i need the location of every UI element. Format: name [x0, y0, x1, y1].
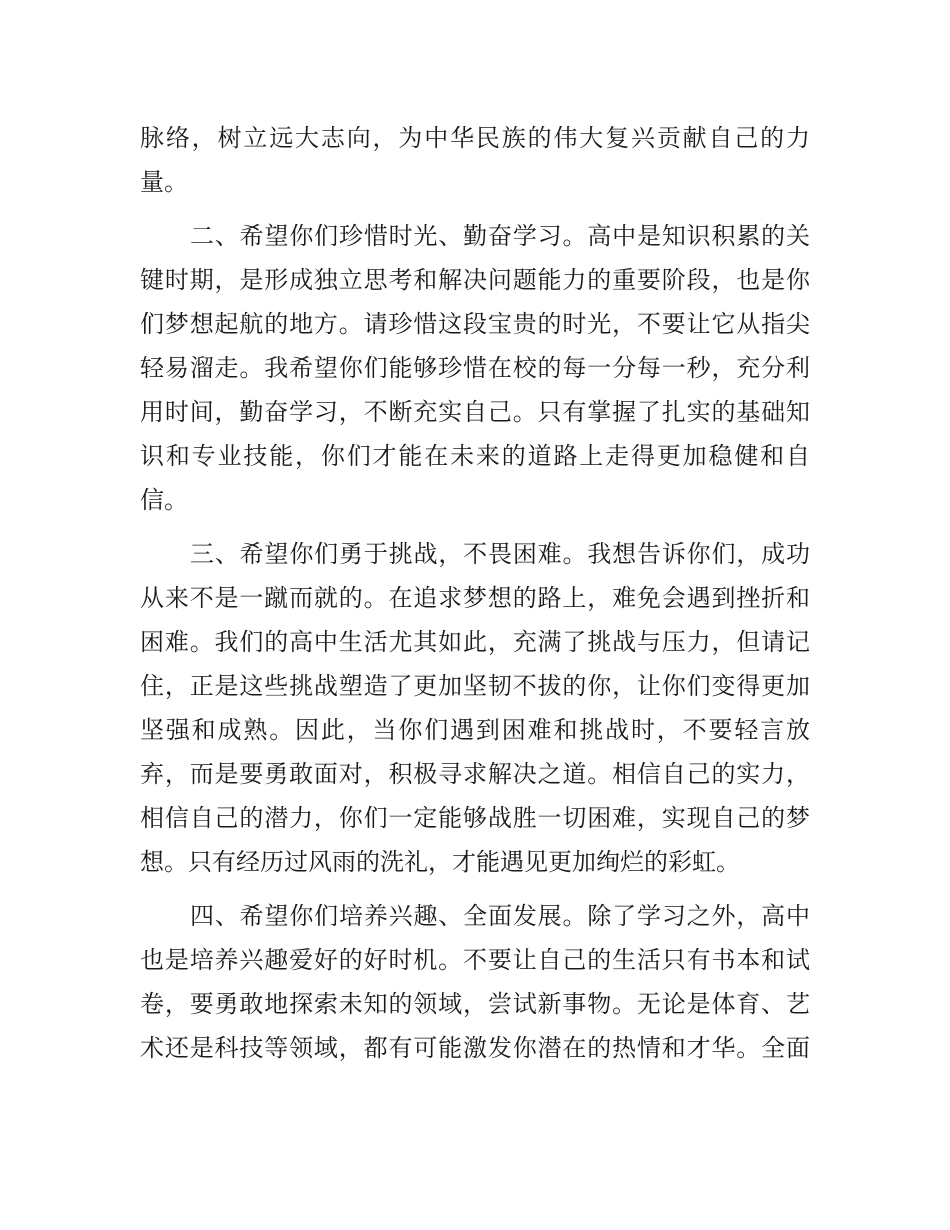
paragraph-2-line-4: 轻易溜走。我希望你们能够珍惜在校的每一分每一秒，充分利 — [140, 354, 810, 382]
paragraph-2-line-5: 用时间，勤奋学习，不断充实自己。只有掌握了扎实的基础知 — [140, 398, 810, 426]
paragraph-3-line-8: 想。只有经历过风雨的洗礼，才能遇见更加绚烂的彩虹。 — [140, 848, 740, 876]
paragraph-2-line-1: 二、希望你们珍惜时光、勤奋学习。高中是知识积累的关 — [190, 222, 810, 250]
paragraph-3-line-2: 从来不是一蹴而就的。在追求梦想的路上，难免会遇到挫折和 — [140, 584, 810, 612]
paragraph-3-line-4: 住，正是这些挑战塑造了更加坚韧不拔的你，让你们变得更加 — [140, 672, 810, 700]
paragraph-2-line-7: 信。 — [140, 486, 188, 514]
paragraph-3-line-1: 三、希望你们勇于挑战，不畏困难。我想告诉你们，成功 — [190, 540, 810, 568]
paragraph-1-line-1: 脉络，树立远大志向，为中华民族的伟大复兴贡献自己的力 — [140, 124, 810, 152]
paragraph-2-line-3: 们梦想起航的地方。请珍惜这段宝贵的时光，不要让它从指尖 — [140, 310, 810, 338]
paragraph-2-line-6: 识和专业技能，你们才能在未来的道路上走得更加稳健和自 — [140, 442, 810, 470]
paragraph-2-line-2: 键时期，是形成独立思考和解决问题能力的重要阶段，也是你 — [140, 266, 810, 294]
paragraph-3-line-6: 弃，而是要勇敢面对，积极寻求解决之道。相信自己的实力， — [140, 760, 810, 788]
paragraph-4-line-3: 卷，要勇敢地探索未知的领域，尝试新事物。无论是体育、艺 — [140, 990, 810, 1018]
paragraph-1-line-2: 量。 — [140, 168, 188, 196]
paragraph-3-line-7: 相信自己的潜力，你们一定能够战胜一切困难，实现自己的梦 — [140, 804, 810, 832]
paragraph-4-line-2: 也是培养兴趣爱好的好时机。不要让自己的生活只有书本和试 — [140, 946, 810, 974]
paragraph-4-line-4: 术还是科技等领域，都有可能激发你潜在的热情和才华。全面 — [140, 1034, 810, 1062]
paragraph-4-line-1: 四、希望你们培养兴趣、全面发展。除了学习之外，高中 — [190, 902, 810, 930]
paragraph-3-line-3: 困难。我们的高中生活尤其如此，充满了挑战与压力，但请记 — [140, 628, 810, 656]
paragraph-3-line-5: 坚强和成熟。因此，当你们遇到困难和挑战时，不要轻言放 — [140, 716, 810, 744]
